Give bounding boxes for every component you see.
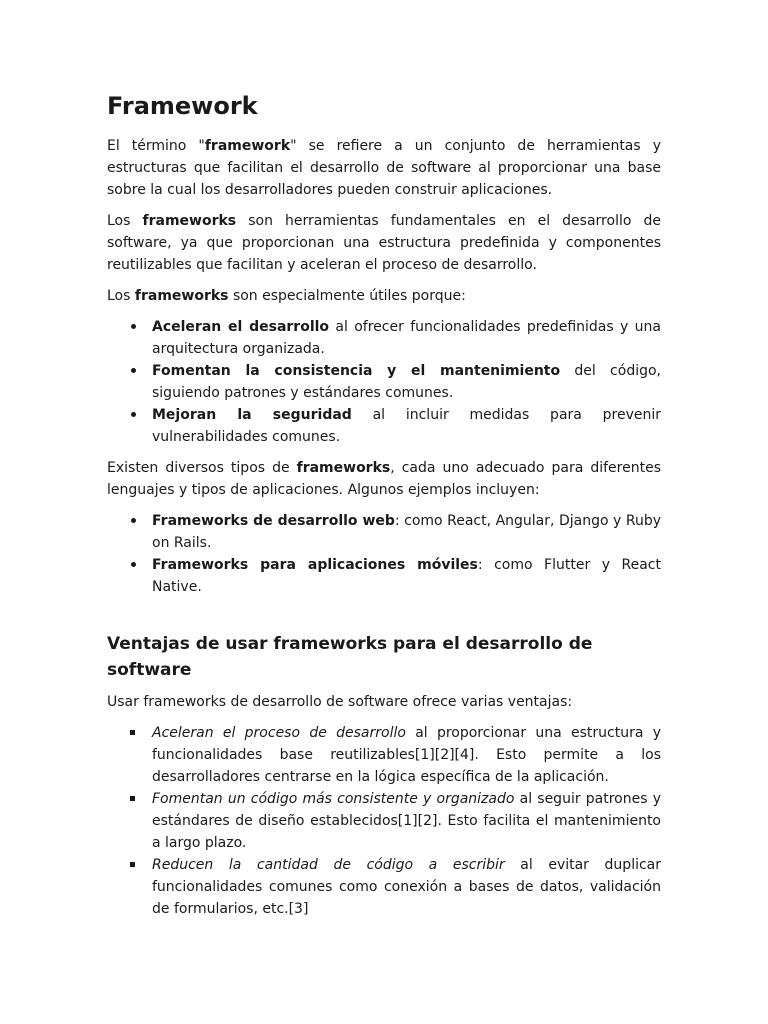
- list-item-text: del código, siguiendo patrones y estándares comunes.: [152, 363, 661, 401]
- advantages-intro: Usar frameworks de desarrollo de software ofrece varias ventajas:: [107, 694, 573, 710]
- types-text-a: Existen diversos tipos de: [107, 460, 297, 476]
- list-item-bold: Mejoran la seguridad: [152, 407, 352, 423]
- list-item: [107, 554, 661, 598]
- list-item-italic: Fomentan un código más consistente y organizado: [152, 791, 515, 807]
- list-item: [107, 316, 661, 360]
- list-item: [107, 510, 661, 554]
- list-item-text: al ofrecer funcionalidades predefinidas y una arquitectura organizada.: [152, 319, 661, 357]
- list-item: [107, 788, 661, 854]
- intro-p1-text-c: " se refiere a un conjunto de herramientas y estructuras que facilitan el desarrollo de software al proporcionar una base sobre la cual los desarrolladores pueden construir aplicaciones.: [107, 138, 661, 198]
- types-paragraph: [107, 457, 661, 501]
- list-item-text: : como React, Angular, Django y Ruby on Rails.: [152, 513, 661, 551]
- list-item: [107, 854, 661, 920]
- list-item: [107, 360, 661, 404]
- list-item-text: al incluir medidas para prevenir vulnerabilidades comunes.: [152, 407, 661, 445]
- intro-p2-text-c: son herramientas fundamentales en el desarrollo de software, ya que proporcionan una estructura predefinida y componentes reutilizables que facilitan y aceleran el proceso de desarrollo.: [107, 213, 661, 273]
- list-item-bold: Frameworks para aplicaciones móviles: [152, 557, 478, 573]
- intro-paragraph-1: [107, 135, 661, 201]
- list-item: [107, 722, 661, 788]
- advantages-list: [107, 722, 661, 920]
- types-bold: frameworks: [296, 460, 391, 476]
- list-item: [107, 404, 661, 448]
- benefits-list: [107, 316, 661, 448]
- types-text-c: , cada uno adecuado para diferentes lenguajes y tipos de aplicaciones. Algunos ejemplos incluyen:: [107, 460, 661, 498]
- list-item-text: : como Flutter y React Native.: [152, 557, 661, 595]
- list-item-bold: Fomentan la consistencia y el mantenimiento: [152, 363, 561, 379]
- intro-p3-text-c: son especialmente útiles porque:: [228, 288, 466, 304]
- document-page: [107, 88, 661, 929]
- intro-p3-bold: frameworks: [134, 288, 229, 304]
- list-item-bold: Aceleran el desarrollo: [152, 319, 330, 335]
- list-item-text: al evitar duplicar funcionalidades comunes como conexión a bases de datos, validación de formularios, etc.[3]: [152, 857, 662, 917]
- intro-p1-bold: framework: [204, 138, 291, 154]
- section-heading: Ventajas de usar frameworks para el desarrollo de software: [107, 634, 593, 680]
- intro-paragraph-3: [107, 285, 661, 307]
- types-list: [107, 510, 661, 598]
- list-item-bold: Frameworks de desarrollo web: [152, 513, 395, 529]
- intro-p3-text-a: Los: [107, 288, 135, 304]
- list-item-italic: Aceleran el proceso de desarrollo: [152, 725, 406, 741]
- list-item-text: al seguir patrones y estándares de diseño establecidos[1][2]. Esto facilita el mantenimiento a largo plazo.: [152, 791, 661, 851]
- list-item-text: al proporcionar una estructura y funcionalidades base reutilizables[1][2][4]. Esto permite a los desarrolladores centrarse en la lógica específica de la aplicación.: [152, 725, 661, 785]
- intro-p2-text-a: Los: [107, 213, 143, 229]
- section-spacer: [107, 607, 661, 631]
- page-title: Framework: [107, 92, 258, 120]
- intro-p1-text-a: El término ": [107, 138, 205, 154]
- intro-paragraph-2: [107, 210, 661, 276]
- list-item-italic: Reducen la cantidad de código a escribir: [152, 857, 505, 873]
- intro-p2-bold: frameworks: [142, 213, 237, 229]
